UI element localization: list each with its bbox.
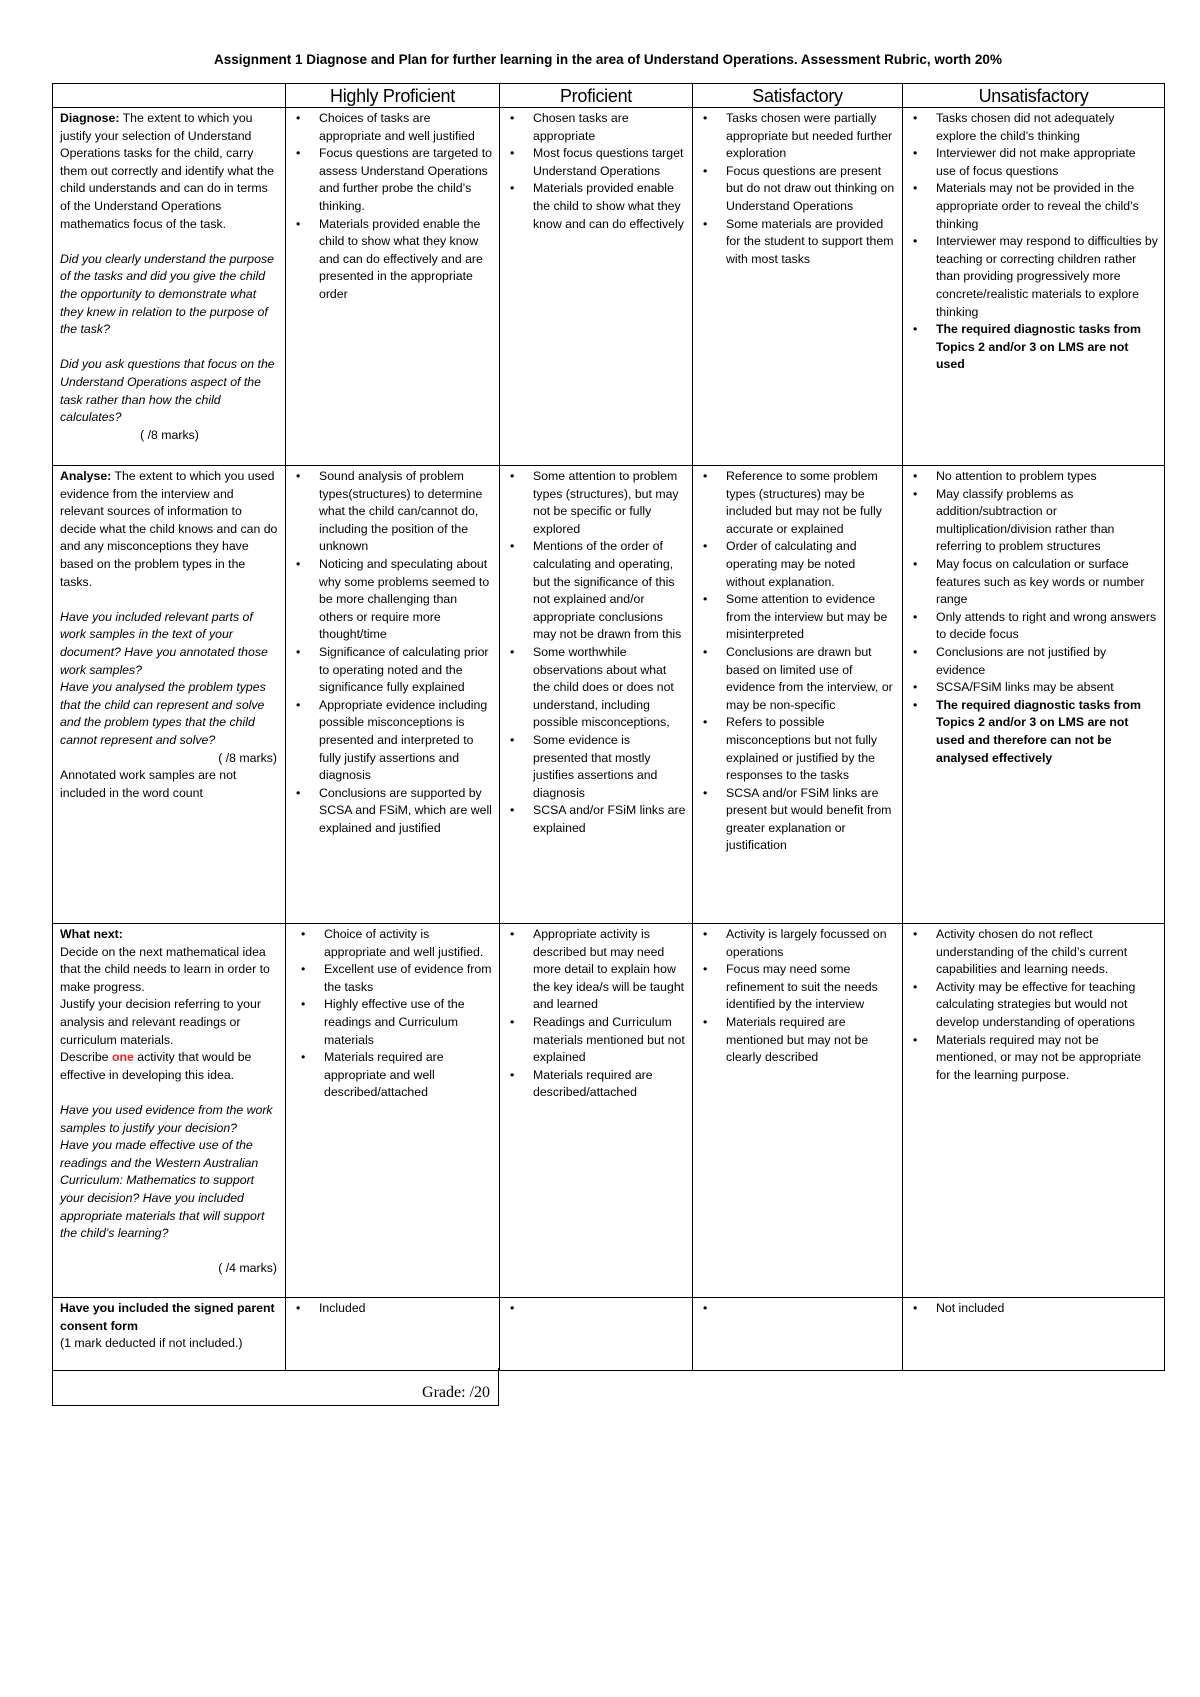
- list-item: • Materials required are appropriate and well described/attached: [324, 1049, 493, 1102]
- criterion-heading: Have you included the signed parent consent form: [60, 1301, 275, 1333]
- cell-proficient: [500, 1298, 693, 1371]
- list-item: • SCSA and/or FSiM links are explained: [533, 802, 686, 837]
- list-item: • Some worthwhile observations about what the child does or does not understand, including possible misconceptions,: [533, 644, 686, 732]
- header-row: [53, 84, 1165, 108]
- list-item: • Tasks chosen were partially appropriate but needed further exploration: [726, 110, 896, 163]
- cell-proficient: [500, 466, 693, 924]
- header-highly-proficient: Highly Proficient: [286, 84, 500, 108]
- list-item: • May focus on calculation or surface features such as key words or number range: [936, 556, 1158, 609]
- criterion-note: (1 mark deducted if not included.): [60, 1336, 243, 1351]
- list-item: • Activity is largely focussed on operations: [726, 926, 896, 961]
- list-item: • Mentions of the order of calculating and operating, but the significance of this not explained and/or appropriate conclusions may not be drawn from this: [533, 538, 686, 644]
- marks-label: ( /8 marks): [218, 750, 277, 765]
- header-criteria: [53, 84, 286, 108]
- criterion-text: Justify your decision referring to your analysis and relevant readings or curriculum materials.: [60, 997, 261, 1047]
- list-item: • Conclusions are drawn but based on limited use of evidence from the interview, or may be non-specific: [726, 644, 896, 714]
- list-item: • Chosen tasks are appropriate: [533, 110, 686, 145]
- list-item: • Some attention to problem types (structures), but may not be specific or fully explored: [533, 468, 686, 538]
- list-item: • Focus questions are targeted to assess Understand Operations and further probe the child’s thinking.: [319, 145, 493, 215]
- cell-highly-proficient: [286, 924, 500, 1298]
- list-item: • Activity chosen do not reflect understanding of the child’s current capabilities and learning needs.: [936, 926, 1158, 979]
- grade-label: Grade: /20: [422, 1384, 490, 1401]
- list-item: • Readings and Curriculum materials mentioned but not explained: [533, 1014, 686, 1067]
- list-item: • The required diagnostic tasks from Topics 2 and/or 3 on LMS are not used: [936, 321, 1158, 374]
- list-item: • Interviewer may respond to difficulties by teaching or correcting children rather than providing progressively more concrete/realistic materials to explore thinking: [936, 233, 1158, 321]
- list-item: • Some materials are provided for the student to support them with most tasks: [726, 216, 896, 269]
- criterion-diagnose: [53, 108, 286, 466]
- cell-satisfactory: [693, 1298, 903, 1371]
- list-item: • Appropriate evidence including possible misconceptions is presented and interpreted to fully justify assertions and diagnosis: [319, 697, 493, 785]
- criterion-analyse: [53, 466, 286, 924]
- list-item: • Appropriate activity is described but may need more detail to explain how the key idea/s will be taught and learned: [533, 926, 686, 1014]
- marks-label: ( /8 marks): [140, 427, 199, 442]
- list-item: • Materials required may not be mentioned, or may not be appropriate for the learning purpose.: [936, 1032, 1158, 1085]
- list-item: • Refers to possible misconceptions but not fully explained or justified by the responses to the tasks: [726, 714, 896, 784]
- cell-highly-proficient: [286, 1298, 500, 1371]
- cell-highly-proficient: [286, 466, 500, 924]
- row-diagnose: [53, 108, 1165, 466]
- cell-satisfactory: [693, 466, 903, 924]
- list-item: • Materials may not be provided in the appropriate order to reveal the child’s thinking: [936, 180, 1158, 233]
- guiding-question: Have you used evidence from the work samples to justify your decision?: [60, 1102, 273, 1135]
- criterion-heading: Diagnose:: [60, 111, 120, 125]
- list-item: • Highly effective use of the readings and Curriculum materials: [324, 996, 493, 1049]
- rubric-table: [52, 83, 1165, 1371]
- cell-unsatisfactory: [903, 466, 1165, 924]
- cell-satisfactory: [693, 108, 903, 466]
- list-item: • Tasks chosen did not adequately explore the child’s thinking: [936, 110, 1158, 145]
- row-consent-form: [53, 1298, 1165, 1371]
- list-item: • SCSA/FSiM links may be absent: [936, 679, 1158, 697]
- page-title: Assignment 1 Diagnose and Plan for further learning in the area of Understand Operations. Assessment Rubric, worth 20%: [214, 52, 1002, 67]
- list-item: • May classify problems as addition/subtraction or multiplication/division rather than referring to problem structures: [936, 486, 1158, 556]
- criterion-text: The extent to which you justify your selection of Understand Operations tasks for the child, carry them out correctly and identify what the child understands and can do in terms of the Understand Operations mathematics focus of the task.: [60, 111, 274, 231]
- list-item: • Materials required are described/attached: [533, 1067, 686, 1102]
- cell-unsatisfactory: [903, 924, 1165, 1298]
- list-item: • Conclusions are not justified by evidence: [936, 644, 1158, 679]
- grade-box: [52, 1368, 499, 1406]
- list-item: • Activity may be effective for teaching calculating strategies but would not develop understanding of operations: [936, 979, 1158, 1032]
- list-item: • Noticing and speculating about why some problems seemed to be more challenging than others or require more thought/time: [319, 556, 493, 644]
- list-item: • Focus questions are present but do not draw out thinking on Understand Operations: [726, 163, 896, 216]
- list-item: • Materials provided enable the child to show what they know and can do effectively and are presented in the appropriate order: [319, 216, 493, 304]
- header-unsatisfactory: Unsatisfactory: [903, 84, 1165, 108]
- guiding-question: Did you clearly understand the purpose of the tasks and did you give the child the opportunity to demonstrate what they knew in relation to the purpose of the task?: [60, 251, 274, 337]
- criterion-text: Decide on the next mathematical idea that the child needs to learn in order to make progress.: [60, 944, 270, 994]
- cell-satisfactory: [693, 924, 903, 1298]
- criterion-consent-form: [53, 1298, 286, 1371]
- list-item: • Focus may need some refinement to suit the needs identified by the interview: [726, 961, 896, 1014]
- cell-unsatisfactory: [903, 1298, 1165, 1371]
- criterion-what-next: [53, 924, 286, 1298]
- cell-proficient: [500, 108, 693, 466]
- list-item: • Materials required are mentioned but may not be clearly described: [726, 1014, 896, 1067]
- list-item: • No attention to problem types: [936, 468, 1158, 486]
- list-item: • Most focus questions target Understand Operations: [533, 145, 686, 180]
- row-what-next: [53, 924, 1165, 1298]
- list-item: • Not included: [936, 1300, 1158, 1318]
- list-item: • Sound analysis of problem types(structures) to determine what the child can/cannot do, including the position of the unknown: [319, 468, 493, 556]
- list-item: • Choices of tasks are appropriate and well justified: [319, 110, 493, 145]
- list-item: • Reference to some problem types (structures) may be included but may not be fully accurate or explained: [726, 468, 896, 538]
- list-item: • Excellent use of evidence from the tasks: [324, 961, 493, 996]
- list-item: • Order of calculating and operating may be noted without explanation.: [726, 538, 896, 591]
- guiding-question: Have you included relevant parts of work samples in the text of your document? Have you annotated those work samples?: [60, 609, 268, 677]
- list-item: • Conclusions are supported by SCSA and FSiM, which are well explained and justified: [319, 785, 493, 838]
- list-item: • Some evidence is presented that mostly justifies assertions and diagnosis: [533, 732, 686, 802]
- cell-proficient: [500, 924, 693, 1298]
- criterion-heading: Analyse:: [60, 469, 112, 483]
- criterion-text: Describe one activity that would be effective in developing this idea.: [60, 1050, 252, 1082]
- cell-unsatisfactory: [903, 108, 1165, 466]
- list-item: • Included: [319, 1300, 493, 1318]
- list-item: • SCSA and/or FSiM links are present but would benefit from greater explanation or justification: [726, 785, 896, 855]
- criterion-text: The extent to which you used evidence from the interview and relevant sources of information to decide what the child knows and can do and any misconceptions they have based on the problem types in the tasks.: [60, 469, 278, 589]
- criterion-heading: What next:: [60, 927, 123, 941]
- list-item: • Interviewer did not make appropriate use of focus questions: [936, 145, 1158, 180]
- list-item: • Materials provided enable the child to show what they know and can do effectively: [533, 180, 686, 233]
- cell-highly-proficient: [286, 108, 500, 466]
- guiding-question: Have you analysed the problem types that the child can represent and solve and the problem types that the child cannot represent and solve?: [60, 680, 266, 747]
- marks-label: ( /4 marks): [218, 1261, 277, 1276]
- word-count-note: Annotated work samples are not included in the word count: [60, 768, 237, 800]
- guiding-question: Did you ask questions that focus on the Understand Operations aspect of the task rather than how the child calculates?: [60, 357, 275, 425]
- list-item: • Only attends to right and wrong answers to decide focus: [936, 609, 1158, 644]
- header-satisfactory: Satisfactory: [693, 84, 903, 108]
- list-item: • Some attention to evidence from the interview but may be misinterpreted: [726, 591, 896, 644]
- row-analyse: [53, 466, 1165, 924]
- list-item: • The required diagnostic tasks from Topics 2 and/or 3 on LMS are not used and therefore can not be analysed effectively: [936, 697, 1158, 767]
- list-item: • Choice of activity is appropriate and well justified.: [324, 926, 493, 961]
- list-item: • Significance of calculating prior to operating noted and the significance fully explained: [319, 644, 493, 697]
- guiding-question: Have you made effective use of the readings and the Western Australian Curriculum: Mathematics to support your decision? Have you included appropriate materials that will support the child’s learning?: [60, 1138, 265, 1241]
- header-proficient: Proficient: [500, 84, 693, 108]
